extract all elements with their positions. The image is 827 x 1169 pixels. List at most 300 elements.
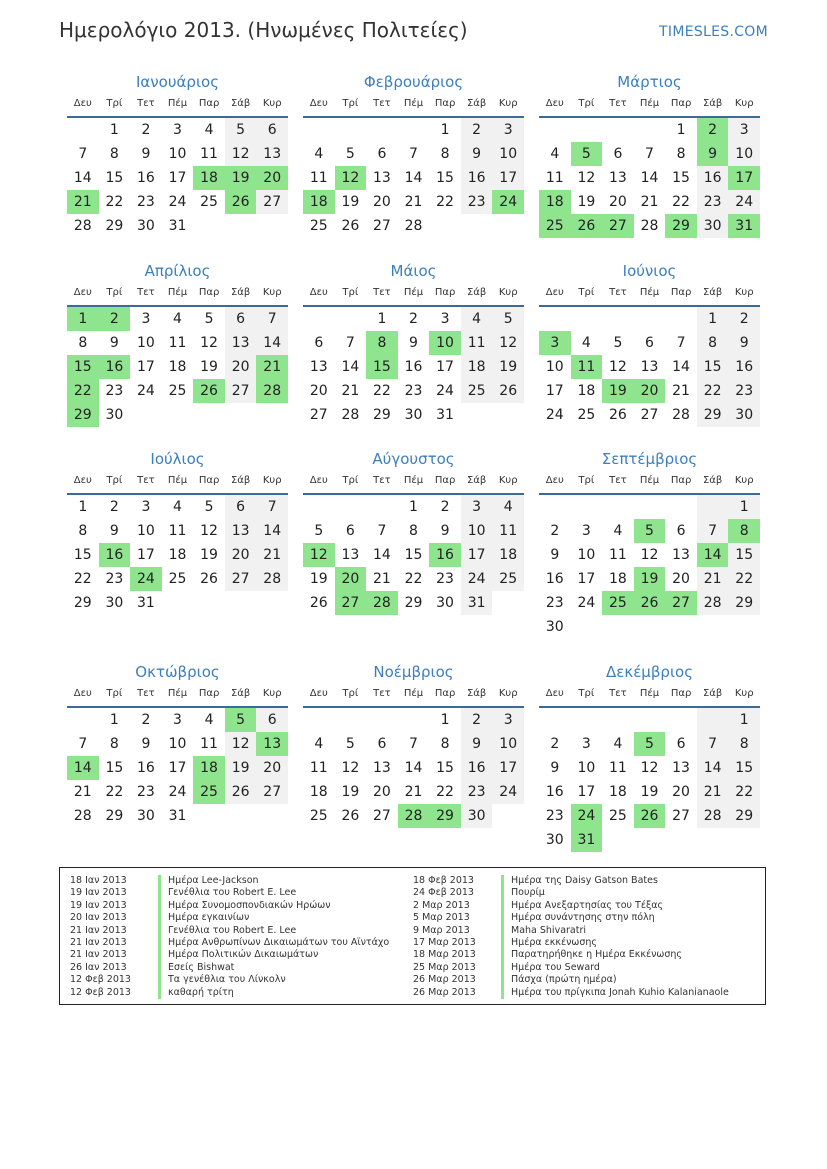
- day-cell: 24: [577, 595, 596, 611]
- day-cell: 11: [200, 736, 218, 752]
- weekday-label: Δευ: [73, 98, 92, 109]
- day-cell: 10: [545, 359, 564, 375]
- month-block: [67, 660, 288, 828]
- holiday-date: 17 Μαρ 2013: [413, 936, 476, 948]
- day-cell: 4: [204, 712, 214, 728]
- day-cell: 5: [225, 118, 257, 142]
- weekday-label: Παρ: [198, 98, 220, 109]
- day-cell: 4: [204, 122, 214, 138]
- month-name: Ιανουάριος: [135, 73, 219, 91]
- holiday-row: [70, 987, 389, 999]
- weekday-label: Πέμ: [403, 287, 424, 298]
- day-grid: [67, 708, 288, 828]
- day-cell: 7: [377, 523, 387, 539]
- day-cell: 28: [73, 218, 92, 234]
- day-cell: 27: [309, 407, 328, 423]
- day-cell: 25: [168, 383, 187, 399]
- day-cell: 18: [609, 571, 627, 587]
- day-cell: 6: [676, 736, 686, 752]
- holiday-day-cell: 5: [634, 519, 666, 543]
- day-cell: 22: [728, 567, 760, 591]
- day-cell: 16: [137, 170, 155, 186]
- day-cell: 26: [200, 571, 218, 587]
- holiday-name: Ημέρα του πρίγκιπα Jonah Kuhio Kalanianaole: [511, 986, 729, 998]
- day-cell: 20: [225, 355, 257, 379]
- holiday-date: 18 Μαρ 2013: [413, 949, 476, 961]
- day-cell: 9: [550, 760, 560, 776]
- holiday-date: 18 Ιαν 2013: [70, 875, 127, 886]
- day-grid: [303, 118, 524, 238]
- day-cell: 2: [728, 307, 760, 331]
- holiday-day-cell: 16: [429, 543, 461, 567]
- weekday-label: Κυρ: [262, 688, 282, 699]
- month-name: Ιούνιος: [622, 262, 677, 280]
- day-cell: 14: [672, 359, 690, 375]
- day-cell: 8: [697, 331, 729, 355]
- weekday-label: Τετ: [373, 475, 391, 486]
- holiday-row: [413, 987, 729, 999]
- holiday-day-cell: 19: [602, 379, 634, 403]
- holiday-date: 2 Μαρ 2013: [413, 899, 470, 911]
- weekday-label: Πέμ: [639, 688, 660, 699]
- day-cell: 25: [577, 407, 596, 423]
- day-cell: 31: [168, 808, 187, 824]
- day-cell: 22: [105, 194, 124, 210]
- day-cell: 1: [440, 712, 450, 728]
- day-cell: 7: [409, 736, 418, 752]
- day-cell: 27: [672, 808, 690, 824]
- month-block: [303, 70, 524, 238]
- holiday-day-cell: 26: [193, 379, 225, 403]
- day-cell: 12: [341, 760, 360, 776]
- day-cell: 11: [309, 760, 328, 776]
- day-cell: 19: [309, 571, 328, 587]
- holiday-day-cell: 28: [256, 379, 288, 403]
- day-cell: 3: [581, 736, 591, 752]
- holiday-date: 25 Μαρ 2013: [413, 961, 476, 973]
- day-cell: 11: [168, 523, 187, 539]
- weekday-label: Τετ: [373, 287, 391, 298]
- weekday-label: Πέμ: [639, 475, 660, 486]
- empty-cell: [67, 118, 99, 142]
- day-cell: 29: [697, 403, 729, 427]
- holiday-name: Ημέρα Πολιτικών Δικαιωμάτων: [168, 949, 319, 961]
- day-cell: 12: [225, 142, 257, 166]
- weekday-label: Τετ: [137, 688, 155, 699]
- day-cell: 22: [697, 379, 729, 403]
- day-cell: 30: [404, 407, 423, 423]
- weekday-label: Σάβ: [466, 287, 487, 298]
- day-cell: 17: [492, 756, 524, 780]
- weekday-label: Πέμ: [403, 98, 424, 109]
- holiday-row: [413, 875, 729, 887]
- day-cell: 25: [492, 567, 524, 591]
- weekday-label: Τρί: [578, 688, 595, 699]
- weekday-label: Πέμ: [167, 287, 188, 298]
- holiday-row: [413, 887, 729, 899]
- day-cell: 15: [728, 543, 760, 567]
- day-cell: 27: [373, 808, 391, 824]
- day-cell: 21: [341, 383, 360, 399]
- empty-cell: [398, 118, 430, 142]
- day-cell: 17: [492, 166, 524, 190]
- day-cell: 7: [409, 146, 418, 162]
- holiday-name: Πάσχα (πρώτη ημέρα): [511, 974, 617, 986]
- day-cell: 20: [309, 383, 328, 399]
- holiday-day-cell: 3: [539, 331, 571, 355]
- day-cell: 12: [640, 760, 659, 776]
- empty-cell: [67, 708, 99, 732]
- day-cell: 1: [78, 499, 88, 515]
- holiday-day-cell: 14: [697, 543, 729, 567]
- holiday-name: Ημέρα εκκένωσης: [511, 936, 597, 948]
- holiday-day-cell: 25: [602, 591, 634, 615]
- weekday-label: Σάβ: [702, 688, 723, 699]
- day-grid: [539, 118, 760, 238]
- day-cell: 22: [105, 784, 124, 800]
- holiday-name: Ημέρα Lee-Jackson: [168, 875, 259, 886]
- holiday-day-cell: 2: [697, 118, 729, 142]
- day-cell: 9: [440, 523, 450, 539]
- weekday-label: Δευ: [73, 287, 92, 298]
- holiday-marker: [501, 875, 504, 887]
- day-cell: 4: [173, 499, 182, 515]
- empty-cell: [366, 118, 398, 142]
- weekday-label: Τρί: [578, 98, 595, 109]
- weekday-header: [539, 94, 760, 118]
- holiday-list-left: [70, 875, 389, 999]
- day-cell: 13: [640, 359, 659, 375]
- weekday-header: [539, 283, 760, 307]
- day-cell: 1: [728, 708, 760, 732]
- holiday-day-cell: 24: [571, 804, 603, 828]
- weekday-label: Δευ: [545, 287, 564, 298]
- holiday-day-cell: 27: [665, 591, 697, 615]
- weekday-label: Κυρ: [734, 688, 754, 699]
- day-cell: 17: [168, 760, 187, 776]
- day-cell: 10: [577, 760, 596, 776]
- holiday-day-cell: 31: [571, 828, 603, 852]
- holiday-marker: [158, 887, 161, 899]
- day-cell: 13: [609, 170, 627, 186]
- empty-cell: [335, 708, 367, 732]
- empty-cell: [571, 495, 603, 519]
- holiday-row: [413, 962, 729, 974]
- day-cell: 4: [581, 335, 591, 351]
- day-cell: 21: [697, 780, 729, 804]
- holiday-name: Εσείς Bishwat: [168, 961, 235, 973]
- holiday-day-cell: 29: [67, 403, 99, 427]
- day-cell: 3: [440, 311, 450, 327]
- day-cell: 26: [492, 379, 524, 403]
- day-cell: 3: [728, 118, 760, 142]
- day-cell: 24: [545, 407, 564, 423]
- day-cell: 13: [256, 142, 288, 166]
- day-cell: 15: [436, 760, 454, 776]
- holiday-day-cell: 19: [634, 567, 666, 591]
- day-cell: 15: [73, 547, 92, 563]
- weekday-label: Κυρ: [498, 98, 518, 109]
- holiday-day-cell: 12: [335, 166, 367, 190]
- holiday-date: 12 Φεβ 2013: [70, 974, 131, 986]
- holiday-day-cell: 20: [634, 379, 666, 403]
- holiday-name: Ημέρα εγκαινίων: [168, 912, 250, 924]
- day-cell: 11: [168, 335, 187, 351]
- day-cell: 15: [436, 170, 454, 186]
- weekday-header: [67, 283, 288, 307]
- holiday-day-cell: 26: [634, 804, 666, 828]
- day-cell: 13: [373, 170, 391, 186]
- day-cell: 15: [404, 547, 423, 563]
- day-cell: 15: [672, 170, 690, 186]
- holiday-name: Γενέθλια του Robert E. Lee: [168, 887, 297, 899]
- day-cell: 5: [314, 523, 324, 539]
- day-cell: 31: [168, 218, 187, 234]
- day-cell: 23: [404, 383, 423, 399]
- day-cell: 3: [173, 122, 182, 138]
- month-block: [303, 447, 524, 615]
- holiday-day-cell: 29: [665, 214, 697, 238]
- day-cell: 8: [78, 523, 88, 539]
- weekday-header: [539, 471, 760, 495]
- holiday-day-cell: 13: [256, 732, 288, 756]
- day-cell: 23: [461, 190, 493, 214]
- day-cell: 18: [461, 355, 493, 379]
- day-cell: 27: [225, 567, 257, 591]
- weekday-label: Σάβ: [702, 475, 723, 486]
- holiday-date: 21 Ιαν 2013: [70, 949, 127, 961]
- weekday-label: Παρ: [434, 475, 456, 486]
- holiday-name: Maha Shivaratri: [511, 924, 587, 936]
- month-block: [539, 70, 760, 238]
- month-block: [539, 259, 760, 427]
- day-cell: 27: [640, 407, 659, 423]
- day-cell: 16: [461, 756, 493, 780]
- day-cell: 13: [672, 547, 690, 563]
- day-cell: 23: [105, 571, 124, 587]
- day-cell: 25: [200, 194, 218, 210]
- empty-cell: [303, 307, 335, 331]
- weekday-label: Τρί: [578, 475, 595, 486]
- day-cell: 29: [73, 595, 92, 611]
- weekday-label: Τρί: [106, 98, 123, 109]
- weekday-label: Πέμ: [403, 475, 424, 486]
- day-cell: 9: [409, 335, 418, 351]
- weekday-label: Σάβ: [702, 98, 723, 109]
- holiday-day-cell: 11: [571, 355, 603, 379]
- page-title: Ημερολόγιο 2013. (Ηνωμένες Πολιτείες): [59, 18, 468, 42]
- month-name: Νοέμβριος: [373, 663, 454, 681]
- weekday-label: Κυρ: [262, 475, 282, 486]
- day-cell: 14: [404, 760, 423, 776]
- day-cell: 23: [461, 780, 493, 804]
- day-cell: 4: [173, 311, 182, 327]
- day-cell: 30: [436, 595, 454, 611]
- holiday-day-cell: 26: [571, 214, 603, 238]
- day-cell: 21: [672, 383, 690, 399]
- day-cell: 1: [676, 122, 686, 138]
- holiday-date: 24 Φεβ 2013: [413, 887, 474, 899]
- day-cell: 9: [728, 331, 760, 355]
- day-cell: 16: [461, 166, 493, 190]
- day-cell: 16: [137, 760, 155, 776]
- weekday-label: Δευ: [545, 688, 564, 699]
- weekday-label: Κυρ: [262, 287, 282, 298]
- empty-cell: [335, 495, 367, 519]
- day-cell: 11: [545, 170, 564, 186]
- weekday-label: Τετ: [609, 475, 627, 486]
- weekday-label: Δευ: [73, 475, 92, 486]
- day-cell: 25: [168, 571, 187, 587]
- holiday-day-cell: 8: [366, 331, 398, 355]
- day-cell: 2: [109, 499, 119, 515]
- day-cell: 10: [137, 335, 155, 351]
- holiday-row: [70, 937, 389, 949]
- holiday-date: 26 Μαρ 2013: [413, 974, 476, 986]
- holiday-row: [70, 925, 389, 937]
- holiday-marker: [158, 912, 161, 924]
- day-cell: 10: [492, 142, 524, 166]
- holiday-day-cell: 25: [539, 214, 571, 238]
- empty-cell: [539, 708, 571, 732]
- day-cell: 1: [109, 122, 119, 138]
- month-name: Απρίλιος: [144, 262, 211, 280]
- day-cell: 11: [609, 760, 627, 776]
- holiday-day-cell: 18: [193, 166, 225, 190]
- weekday-label: Τρί: [106, 287, 123, 298]
- day-cell: 1: [409, 499, 418, 515]
- month-name: Ιούλιος: [150, 450, 205, 468]
- holiday-row: [413, 900, 729, 912]
- day-cell: 6: [377, 146, 387, 162]
- day-cell: 15: [105, 170, 124, 186]
- weekday-label: Τετ: [373, 688, 391, 699]
- weekday-header: [303, 684, 524, 708]
- day-cell: 3: [173, 712, 182, 728]
- day-grid: [303, 307, 524, 427]
- empty-cell: [303, 495, 335, 519]
- day-cell: 31: [137, 595, 155, 611]
- weekday-label: Δευ: [309, 688, 328, 699]
- day-cell: 12: [640, 547, 659, 563]
- weekday-label: Σάβ: [230, 475, 251, 486]
- weekday-label: Δευ: [73, 688, 92, 699]
- day-cell: 20: [373, 194, 391, 210]
- day-cell: 24: [436, 383, 454, 399]
- day-cell: 29: [105, 218, 124, 234]
- day-cell: 20: [373, 784, 391, 800]
- day-cell: 11: [492, 519, 524, 543]
- day-cell: 19: [341, 194, 360, 210]
- weekday-label: Πέμ: [167, 475, 188, 486]
- weekday-label: Σάβ: [230, 688, 251, 699]
- day-cell: 29: [404, 595, 423, 611]
- day-cell: 30: [105, 407, 124, 423]
- holiday-name: Ημέρα Συνομοσπονδιακών Ηρώων: [168, 899, 331, 911]
- brand-link[interactable]: TIMESLES.COM: [659, 24, 768, 40]
- day-cell: 28: [640, 218, 659, 234]
- day-cell: 30: [697, 214, 729, 238]
- holiday-marker: [158, 875, 161, 887]
- day-cell: 17: [137, 547, 155, 563]
- day-cell: 21: [404, 784, 423, 800]
- holiday-day-cell: 20: [256, 166, 288, 190]
- holiday-day-cell: 21: [67, 190, 99, 214]
- holiday-day-cell: 2: [99, 307, 131, 331]
- day-cell: 6: [256, 708, 288, 732]
- day-cell: 2: [461, 118, 493, 142]
- holiday-name: Ημέρα συνάντησης στην πόλη: [511, 912, 655, 924]
- day-grid: [303, 708, 524, 828]
- weekday-label: Σάβ: [230, 287, 251, 298]
- day-cell: 30: [728, 403, 760, 427]
- weekday-label: Τρί: [106, 475, 123, 486]
- day-cell: 20: [256, 756, 288, 780]
- day-cell: 7: [78, 736, 88, 752]
- holiday-name: Πουρίμ: [511, 887, 545, 899]
- day-cell: 5: [345, 146, 355, 162]
- holiday-date: 12 Φεβ 2013: [70, 986, 131, 998]
- weekday-label: Πέμ: [167, 688, 188, 699]
- weekday-label: Τρί: [342, 287, 359, 298]
- day-cell: 6: [345, 523, 355, 539]
- holiday-name: Ημέρα Ανεξαρτησίας του Τέξας: [511, 899, 664, 911]
- day-cell: 8: [440, 146, 450, 162]
- day-grid: [67, 495, 288, 615]
- day-cell: 10: [137, 523, 155, 539]
- weekday-label: Πέμ: [403, 688, 424, 699]
- empty-cell: [665, 307, 697, 331]
- day-cell: 1: [440, 122, 450, 138]
- day-cell: 16: [697, 166, 729, 190]
- day-cell: 28: [73, 808, 92, 824]
- empty-cell: [602, 708, 634, 732]
- day-cell: 6: [645, 335, 654, 351]
- day-cell: 31: [436, 407, 454, 423]
- day-cell: 7: [78, 146, 88, 162]
- day-cell: 12: [609, 359, 627, 375]
- day-cell: 16: [728, 355, 760, 379]
- holiday-day-cell: 19: [225, 166, 257, 190]
- day-cell: 8: [409, 523, 418, 539]
- day-cell: 23: [137, 194, 155, 210]
- weekday-label: Τρί: [342, 98, 359, 109]
- day-cell: 14: [341, 359, 360, 375]
- day-cell: 18: [609, 784, 627, 800]
- day-cell: 27: [373, 218, 391, 234]
- holiday-row: [70, 974, 389, 986]
- day-cell: 7: [676, 335, 686, 351]
- day-cell: 19: [225, 756, 257, 780]
- day-cell: 6: [314, 335, 324, 351]
- day-cell: 9: [461, 142, 493, 166]
- holiday-day-cell: 12: [303, 543, 335, 567]
- day-cell: 16: [545, 571, 564, 587]
- day-cell: 28: [672, 407, 690, 423]
- holiday-name: Παρατηρήθηκε η Ημέρα Εκκένωσης: [511, 949, 682, 961]
- day-cell: 10: [577, 547, 596, 563]
- holiday-date: 5 Μαρ 2013: [413, 912, 470, 924]
- day-cell: 21: [404, 194, 423, 210]
- holiday-day-cell: 14: [67, 756, 99, 780]
- holiday-day-cell: 25: [193, 780, 225, 804]
- holiday-list-right: [413, 875, 729, 999]
- day-cell: 23: [545, 808, 564, 824]
- day-cell: 30: [105, 595, 124, 611]
- day-cell: 19: [200, 359, 218, 375]
- day-cell: 10: [168, 146, 187, 162]
- weekday-label: Τρί: [578, 287, 595, 298]
